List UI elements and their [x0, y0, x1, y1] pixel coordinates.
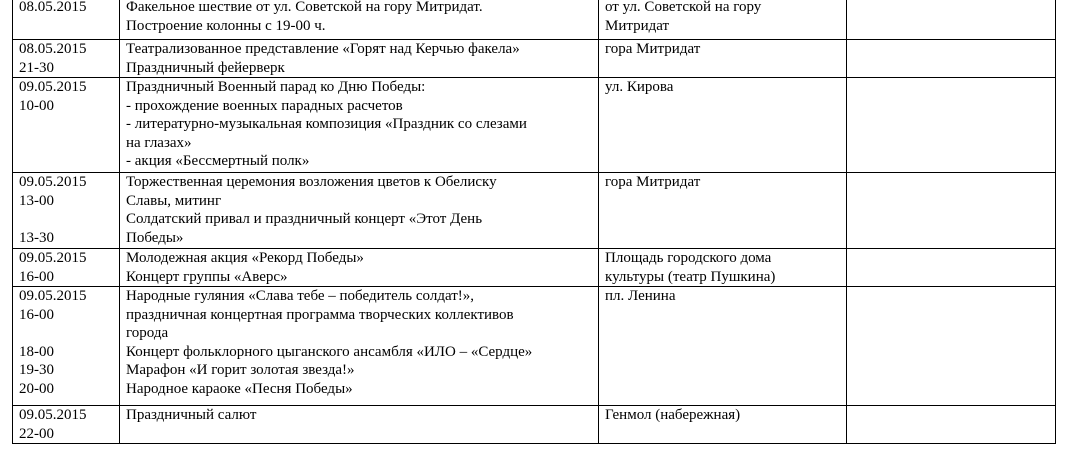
venue-cell — [599, 287, 847, 406]
venue-line: от ул. Советской на гору — [605, 0, 762, 15]
notes-cell — [847, 173, 1056, 249]
event-cell — [120, 0, 599, 40]
event-cell — [120, 40, 599, 78]
schedule-row — [13, 0, 1056, 40]
notes-cell — [847, 0, 1056, 40]
event-line: Концерт фольклорного цыганского ансамбля «ИЛО – «Сердце» — [126, 343, 533, 360]
date-time-cell — [13, 0, 120, 40]
event-cell — [120, 173, 599, 249]
date-time-line: 09.05.2015 — [19, 288, 87, 304]
event-line: Факельное шествие от ул. Советской на гору Митридат. — [126, 0, 483, 15]
event-line: Марафон «И горит золотая звезда!» — [126, 362, 355, 378]
date-time-cell — [13, 78, 120, 173]
date-time-line: 13-30 — [19, 229, 54, 246]
date-time-line: 09.05.2015 — [19, 250, 87, 266]
date-time-line — [19, 324, 119, 343]
event-line: Концерт группы «Аверс» — [126, 268, 288, 285]
date-time-cell — [13, 249, 120, 287]
event-line: Праздничный фейерверк — [126, 59, 285, 76]
event-line: - прохождение военных парадных расчетов — [126, 97, 403, 114]
event-line: Торжественная церемония возложения цветов к Обелиску — [126, 174, 497, 190]
notes-cell — [847, 40, 1056, 78]
venue-cell — [599, 0, 847, 40]
schedule-row — [13, 78, 1056, 173]
event-line: Победы» — [126, 229, 184, 246]
date-time-line: 16-00 — [19, 268, 54, 285]
event-line: Театрализованное представление «Горят над Керчью факела» — [126, 41, 520, 57]
date-time-line: 20-00 — [19, 380, 54, 397]
venue-line: Митридат — [605, 17, 670, 34]
date-time-line: 22-00 — [19, 425, 54, 442]
event-line: Построение колонны с 19-00 ч. — [126, 17, 326, 34]
venue-cell — [599, 40, 847, 78]
venue-cell — [599, 173, 847, 249]
schedule-row — [13, 40, 1056, 78]
date-time-cell — [13, 40, 120, 78]
event-line: - литературно-музыкальная композиция «Праздник со слезами — [126, 116, 527, 132]
date-time-line: 18-00 — [19, 343, 54, 360]
date-time-line: 10-00 — [19, 97, 54, 114]
date-time-line — [19, 210, 119, 229]
event-line: Славы, митинг — [126, 192, 222, 209]
event-line: Праздничный салют — [126, 407, 257, 423]
event-cell — [120, 406, 599, 444]
date-time-line: 09.05.2015 — [19, 79, 87, 95]
event-line: Солдатский привал и праздничный концерт «Этот День — [126, 211, 483, 227]
venue-line: ул. Кирова — [605, 79, 674, 95]
venue-line: пл. Ленина — [605, 288, 676, 304]
venue-cell — [599, 78, 847, 173]
date-time-cell — [13, 287, 120, 406]
date-time-cell — [13, 173, 120, 249]
date-time-line: 13-00 — [19, 192, 54, 209]
date-time-line: 09.05.2015 — [19, 174, 87, 190]
event-line: города — [126, 325, 169, 341]
event-cell — [120, 287, 599, 406]
notes-cell — [847, 287, 1056, 406]
date-time-line: 16-00 — [19, 306, 54, 323]
venue-cell — [599, 406, 847, 444]
venue-line: Генмол (набережная) — [605, 407, 741, 423]
date-time-line: 08.05.2015 — [19, 0, 87, 15]
event-line: Молодежная акция «Рекорд Победы» — [126, 250, 364, 266]
event-line: на глазах» — [126, 134, 192, 151]
date-time-line: 09.05.2015 — [19, 407, 87, 423]
venue-line: Площадь городского дома — [605, 250, 772, 266]
event-line: - акция «Бессмертный полк» — [126, 153, 310, 169]
event-cell — [120, 249, 599, 287]
date-time-line: 08.05.2015 — [19, 41, 87, 57]
venue-line: гора Митридат — [605, 41, 701, 57]
date-time-line: 19-30 — [19, 362, 54, 378]
schedule-row — [13, 173, 1056, 249]
venue-line: гора Митридат — [605, 174, 701, 190]
event-line: Народные гуляния «Слава тебе – победитель солдат!», — [126, 288, 475, 304]
event-line: праздничная концертная программа творческих коллективов — [126, 306, 514, 323]
schedule-row — [13, 249, 1056, 287]
venue-line: культуры (театр Пушкина) — [605, 268, 776, 285]
schedule-row — [13, 406, 1056, 444]
schedule-body — [13, 0, 1056, 444]
schedule-row — [13, 287, 1056, 406]
notes-cell — [847, 78, 1056, 173]
date-time-line: 21-30 — [19, 59, 54, 76]
notes-cell — [847, 406, 1056, 444]
event-line: Праздничный Военный парад ко Дню Победы: — [126, 79, 426, 95]
event-schedule-table — [12, 0, 1056, 444]
event-line: Народное караоке «Песня Победы» — [126, 380, 353, 397]
event-cell — [120, 78, 599, 173]
date-time-cell — [13, 406, 120, 444]
venue-cell — [599, 249, 847, 287]
date-time-line — [19, 17, 119, 36]
notes-cell — [847, 249, 1056, 287]
